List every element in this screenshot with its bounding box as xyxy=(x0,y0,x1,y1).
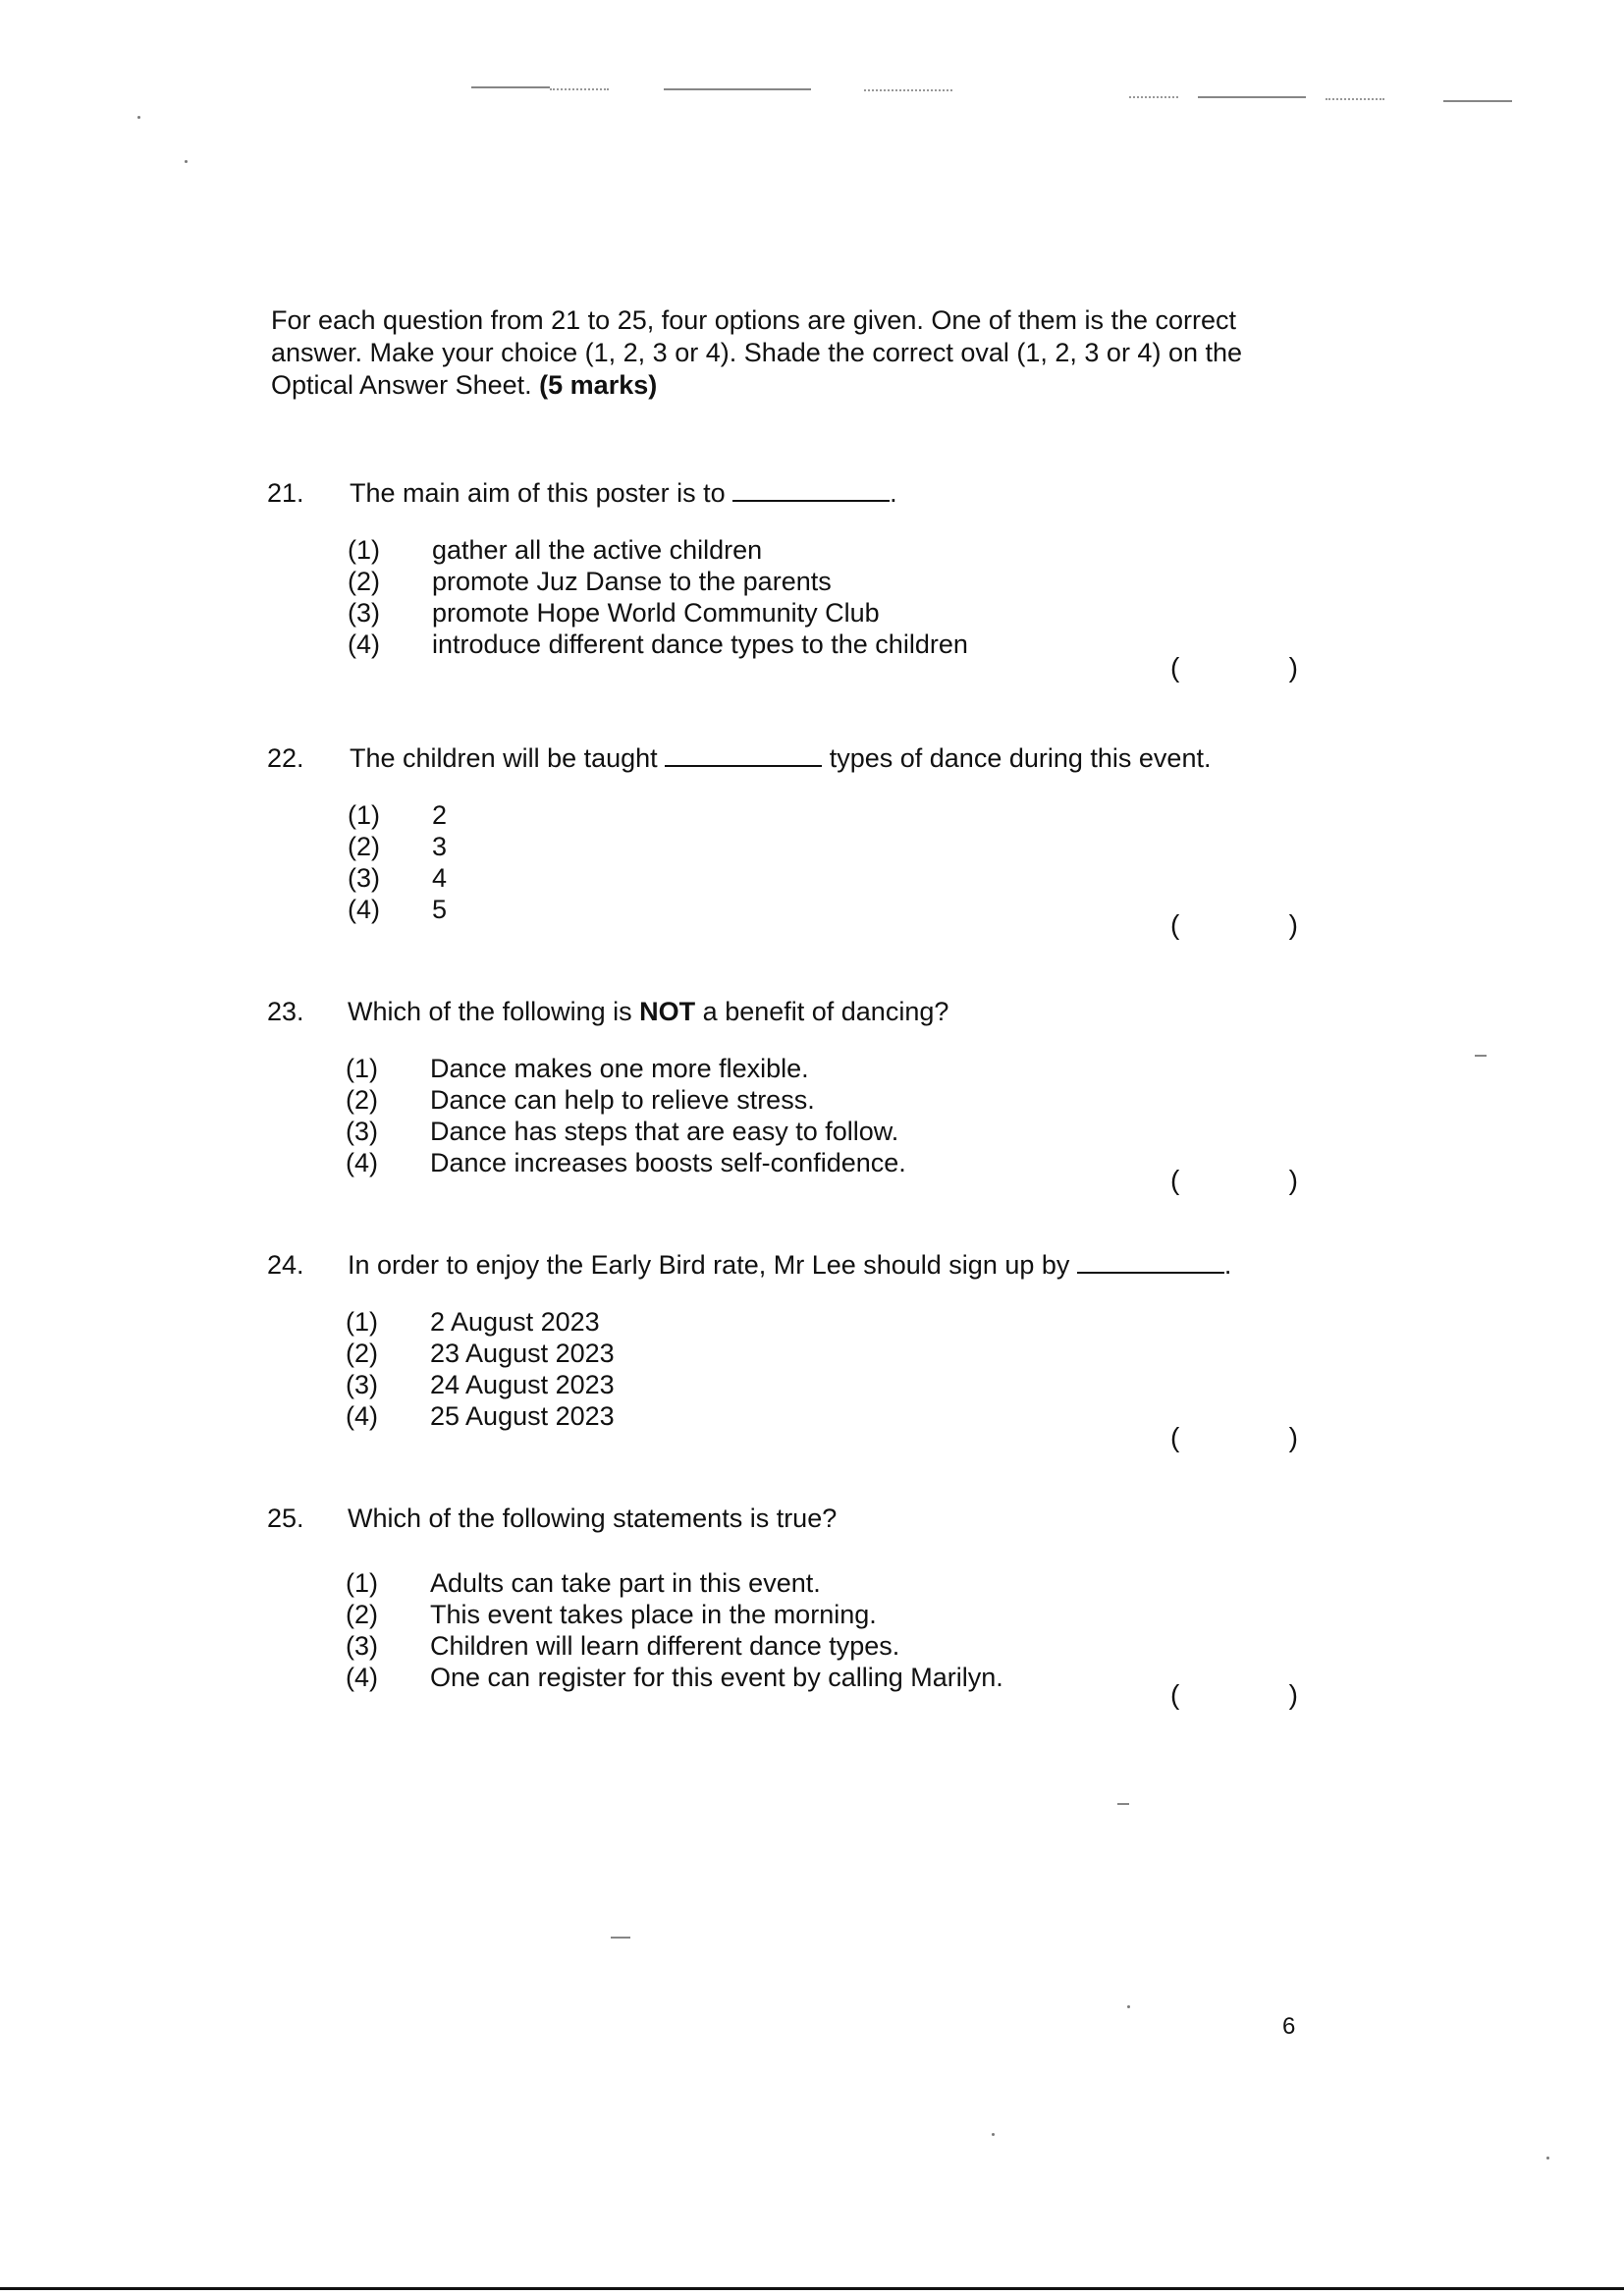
scan-artifact-dots xyxy=(550,88,609,90)
options-list xyxy=(346,1053,1347,1178)
question-24 xyxy=(267,1245,1347,1432)
left-bracket: ( xyxy=(1170,1165,1180,1195)
instructions-paragraph xyxy=(271,304,1302,402)
left-bracket: ( xyxy=(1170,652,1180,683)
scan-artifact-line xyxy=(1475,1055,1487,1057)
option-3 xyxy=(346,1630,1347,1662)
option-1 xyxy=(346,1567,1347,1599)
option-1 xyxy=(348,534,1347,566)
question-text xyxy=(348,1499,837,1538)
option-text: gather all the active children xyxy=(432,535,763,565)
right-bracket: ) xyxy=(1288,1165,1298,1195)
option-number: (3) xyxy=(348,598,380,628)
scan-speck xyxy=(1127,2005,1130,2008)
option-text: Dance can help to relieve stress. xyxy=(430,1085,815,1115)
option-2 xyxy=(346,1338,1347,1369)
instructions-text: For each question from 21 to 25, four options are given. One of them is the correct answer. Make your choice (1, 2, 3 or 4). Shade the correct oval (1, 2, 3 or 4) on the Optical Answer Sheet. xyxy=(271,305,1243,400)
left-bracket: ( xyxy=(1170,1679,1180,1710)
question-text-before: In order to enjoy the Early Bird rate, Mr Lee should sign up by xyxy=(348,1250,1070,1280)
option-2 xyxy=(346,1599,1347,1630)
option-number: (1) xyxy=(346,1054,378,1083)
option-3 xyxy=(346,1369,1347,1400)
question-text xyxy=(348,1245,1231,1285)
left-bracket: ( xyxy=(1170,909,1180,940)
right-bracket: ) xyxy=(1288,652,1298,683)
option-number: (2) xyxy=(348,832,380,861)
question-text-before: Which of the following statements is true? xyxy=(348,1503,838,1533)
scan-artifact-line xyxy=(471,86,550,88)
question-text-emphasis: NOT xyxy=(639,997,696,1026)
option-number: (4) xyxy=(348,895,380,924)
option-2 xyxy=(346,1084,1347,1116)
answer-blank xyxy=(665,741,822,767)
question-21 xyxy=(267,473,1347,660)
option-1 xyxy=(346,1306,1347,1338)
option-text: This event takes place in the morning. xyxy=(430,1600,877,1629)
right-bracket: ) xyxy=(1288,1679,1298,1710)
option-2 xyxy=(348,831,1347,862)
option-text: 24 August 2023 xyxy=(430,1370,615,1399)
option-number: (4) xyxy=(346,1148,378,1177)
scan-speck xyxy=(137,116,140,119)
option-4 xyxy=(346,1662,1347,1693)
option-text: 4 xyxy=(432,863,448,893)
right-bracket: ) xyxy=(1288,909,1298,940)
option-4 xyxy=(348,894,1347,925)
question-text-after: types of dance during this event. xyxy=(829,743,1212,773)
question-number: 24. xyxy=(267,1250,304,1280)
bottom-scan-edge xyxy=(0,2287,1624,2290)
option-text: Children will learn different dance types. xyxy=(430,1631,900,1661)
options-list xyxy=(348,534,1347,660)
option-number: (1) xyxy=(346,1568,378,1598)
option-text: 23 August 2023 xyxy=(430,1339,615,1368)
question-stem xyxy=(267,1245,1347,1285)
scan-artifact-dots xyxy=(1129,96,1178,98)
scan-artifact-dots xyxy=(864,89,952,91)
question-stem xyxy=(267,1499,1347,1538)
option-number: (2) xyxy=(346,1600,378,1629)
options-list xyxy=(346,1567,1347,1693)
option-text: 5 xyxy=(432,895,448,924)
option-number: (1) xyxy=(346,1307,378,1337)
option-text: Dance has steps that are easy to follow. xyxy=(430,1117,899,1146)
question-stem xyxy=(267,738,1347,778)
option-number: (2) xyxy=(346,1339,378,1368)
option-3 xyxy=(346,1116,1347,1147)
question-text-after: a benefit of dancing? xyxy=(702,997,949,1026)
options-list xyxy=(348,799,1347,925)
option-2 xyxy=(348,566,1347,597)
option-number: (4) xyxy=(348,629,380,659)
question-text-before: The children will be taught xyxy=(350,743,658,773)
option-number: (3) xyxy=(346,1370,378,1399)
question-stem xyxy=(267,473,1347,513)
option-text: 25 August 2023 xyxy=(430,1401,615,1431)
scan-artifact-line xyxy=(664,88,811,90)
option-text: 3 xyxy=(432,832,448,861)
option-text: promote Hope World Community Club xyxy=(432,598,880,628)
option-text: One can register for this event by calling Marilyn. xyxy=(430,1663,1003,1692)
question-25 xyxy=(267,1499,1347,1693)
option-number: (1) xyxy=(348,800,380,830)
question-22 xyxy=(267,738,1347,925)
option-1 xyxy=(346,1053,1347,1084)
question-23 xyxy=(267,992,1347,1178)
option-number: (3) xyxy=(346,1117,378,1146)
scan-artifact-line xyxy=(1443,100,1512,102)
question-text-after: . xyxy=(1223,1250,1232,1280)
question-text xyxy=(350,473,897,513)
scan-artifact-dots xyxy=(1326,98,1384,100)
option-text: promote Juz Danse to the parents xyxy=(432,567,832,596)
option-number: (3) xyxy=(348,863,380,893)
question-stem xyxy=(267,992,1347,1031)
option-4 xyxy=(346,1147,1347,1178)
option-text: Dance increases boosts self-confidence. xyxy=(430,1148,906,1177)
option-3 xyxy=(348,862,1347,894)
option-number: (4) xyxy=(346,1401,378,1431)
option-3 xyxy=(348,597,1347,629)
scan-speck xyxy=(992,2133,995,2136)
option-text: introduce different dance types to the children xyxy=(432,629,968,659)
option-text: 2 August 2023 xyxy=(430,1307,600,1337)
option-number: (2) xyxy=(346,1085,378,1115)
page-number: 6 xyxy=(1282,2013,1296,2040)
option-text: 2 xyxy=(432,800,448,830)
scan-speck xyxy=(185,160,188,163)
option-1 xyxy=(348,799,1347,831)
instructions-marks: (5 marks) xyxy=(539,370,658,400)
answer-blank xyxy=(1077,1248,1224,1274)
left-bracket: ( xyxy=(1170,1422,1180,1452)
question-text xyxy=(350,738,1211,778)
scan-speck xyxy=(1546,2157,1549,2159)
options-list xyxy=(346,1306,1347,1432)
scan-artifact-line xyxy=(1117,1803,1129,1805)
option-4 xyxy=(346,1400,1347,1432)
option-number: (3) xyxy=(346,1631,378,1661)
scan-artifact-line xyxy=(1198,96,1306,98)
answer-blank xyxy=(732,476,890,502)
scan-artifact-line xyxy=(611,1937,630,1939)
option-text: Adults can take part in this event. xyxy=(430,1568,821,1598)
question-text-before: Which of the following is xyxy=(348,997,632,1026)
option-number: (2) xyxy=(348,567,380,596)
option-4 xyxy=(348,629,1347,660)
question-number: 25. xyxy=(267,1503,304,1533)
question-text-after: . xyxy=(890,478,897,508)
question-number: 23. xyxy=(267,997,304,1026)
question-text xyxy=(348,992,948,1031)
option-number: (4) xyxy=(346,1663,378,1692)
question-number: 22. xyxy=(267,743,304,773)
option-text: Dance makes one more flexible. xyxy=(430,1054,809,1083)
right-bracket: ) xyxy=(1288,1422,1298,1452)
question-text-before: The main aim of this poster is to xyxy=(350,478,726,508)
option-number: (1) xyxy=(348,535,380,565)
question-number: 21. xyxy=(267,478,304,508)
